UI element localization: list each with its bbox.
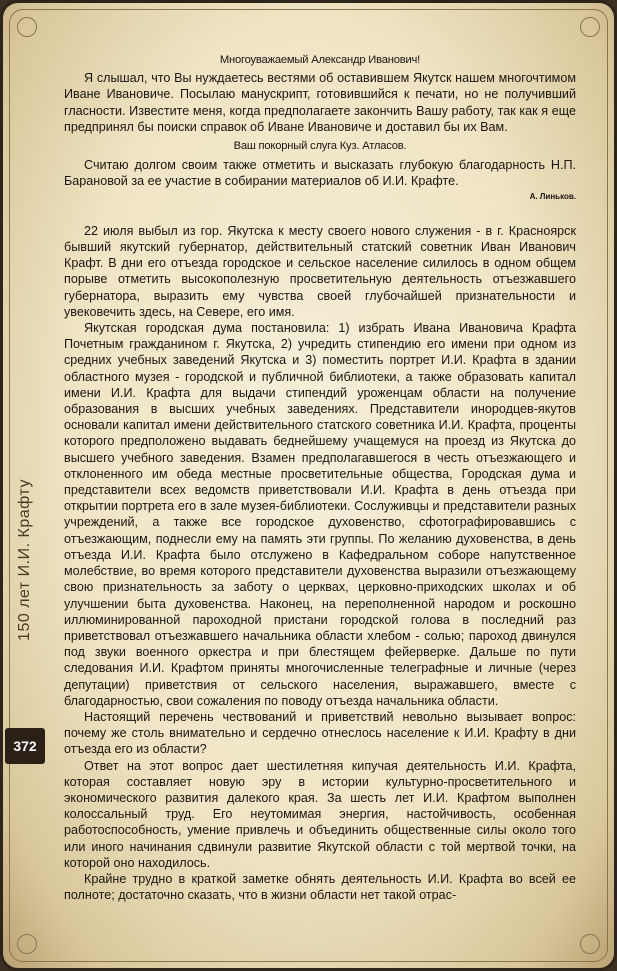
letter-paragraph: Я слышал, что Вы нуждаетесь вестями об оставившем Якутск нашем многочтимом Иване Ивановиче. Посылаю манускрипт, готовившийся к печати, но не получивший гласности. Известите меня, когда предполагаете закончить Вашу работу, так как я еще предпринял бы поиски справок об Иване Ивановиче и доставил бы их Вам. [64, 71, 576, 134]
corner-ornament-bottom-right [580, 934, 600, 954]
body-paragraph: Настоящий перечень чествований и приветствий невольно вызывает вопрос: почему же столь внимательно и сердечно отнеслось население к И.И. Крафту в дни отъезда его из области? [64, 709, 576, 757]
corner-ornament-top-right [580, 17, 600, 37]
body-paragraph: Крайне трудно в краткой заметке обнять деятельность И.И. Крафта во всей ее полноте; достаточно сказать, что в жизни области нет такой отрас- [64, 871, 576, 903]
side-title-text: 150 лет И.И. Крафту [16, 479, 33, 641]
letter-signature: Ваш покорный слуга Куз. Атласов. [233, 140, 407, 153]
author-name: А. Линьков. [529, 191, 576, 201]
body-paragraph: Якутская городская дума постановила: 1) избрать Ивана Ивановича Крафта Почетным гражданином г. Якутска, 2) учредить стипендию его имени при одном из средних учебных заведений Якутска и 3) поместить портрет И.И. Крафта в здании областного музея - городской и публичной библиотеки, а также образовать капитал имени И.И. Крафта для выдачи стипендий уроженцам области на получение образования в высших учебных заведениях. Представители инородцев-якутов основали капитал имени действительного статского советника И.И. Крафта, проценты которого предположено выдавать беднейшему учащемуся на проезд из Якутска до высшего учебного заведения. Взамен предполагавшегося в честь отъезжающего и отклоненного им обеда местные просветительные общества, Городская дума и представители всех ведомств приветствовали И.И. Крафта в день отъезда при открытии портрета его в зале музея-библиотеки. Сослуживцы и представители разных учреждений, а также все городское духовенство, сфотографировавшись с отъезжающим, поднесли ему на память эти группы. По желанию духовенства, в день отъезда И.И. Крафта было отслужено в Кафедральном соборе напутственное молебствие, во время которого представители духовенства выразили отъезжающему свою признательность за заботу о церквах, церковно-приходских школах и об улучшении быта духовенства. Наконец, на переполненной народом и роскошно иллюминированной пароходной пристани городской голова в последний раз приветствовал отъезжавшего начальника области хлебом - солью; пароход двинулся под звуки военного оркестра и при блестящем фейерверке. Дальше по пути следования И.И. Крафтом приняты многочисленные телеграфные и личные (через депутации) приветствия от сельского населения, выражавшего, вместе с благодарностью, свои сожаления по поводу отъезда начальника области. [64, 321, 576, 708]
page-body [64, 52, 576, 903]
running-side-title [12, 470, 38, 650]
thanks-paragraph: Считаю долгом своим также отметить и высказать глубокую благодарность Н.П. Барановой за ее участие в собирании материалов об И.И. Крафте. [64, 158, 576, 189]
corner-ornament-bottom-left [17, 934, 37, 954]
letter-greeting: Многоуважаемый Александр Иванович! [219, 54, 421, 66]
corner-ornament-top-left [17, 17, 37, 37]
body-paragraph: Ответ на этот вопрос дает шестилетняя кипучая деятельность И.И. Крафта, которая составляет новую эру в истории культурно-просветительного и экономического развития далекого края. За шесть лет И.И. Крафтом выполнен колоссальный труд. Его неутомимая энергия, настойчивость, особенная работоспособность, умение привлечь и объединить общественные силы около того или иного начинания сдвинули развитие Якутской области с той мертвой точки, на которой оно находилось. [64, 758, 576, 870]
body-paragraph: 22 июля выбыл из гор. Якутска к месту своего нового служения - в г. Красноярск бывший якутский губернатор, действительный статский советник Иван Иванович Крафт. В дни его отъезда городское и сельское население силилось в одном общем порыве отметить высокополезную просветительную деятельность отъезжавшего губернатора, выразить ему чувства своей глубочайшей признательности и увековечить здесь, на Севере, его имя. [64, 223, 576, 319]
page-number: 372 [5, 728, 45, 764]
